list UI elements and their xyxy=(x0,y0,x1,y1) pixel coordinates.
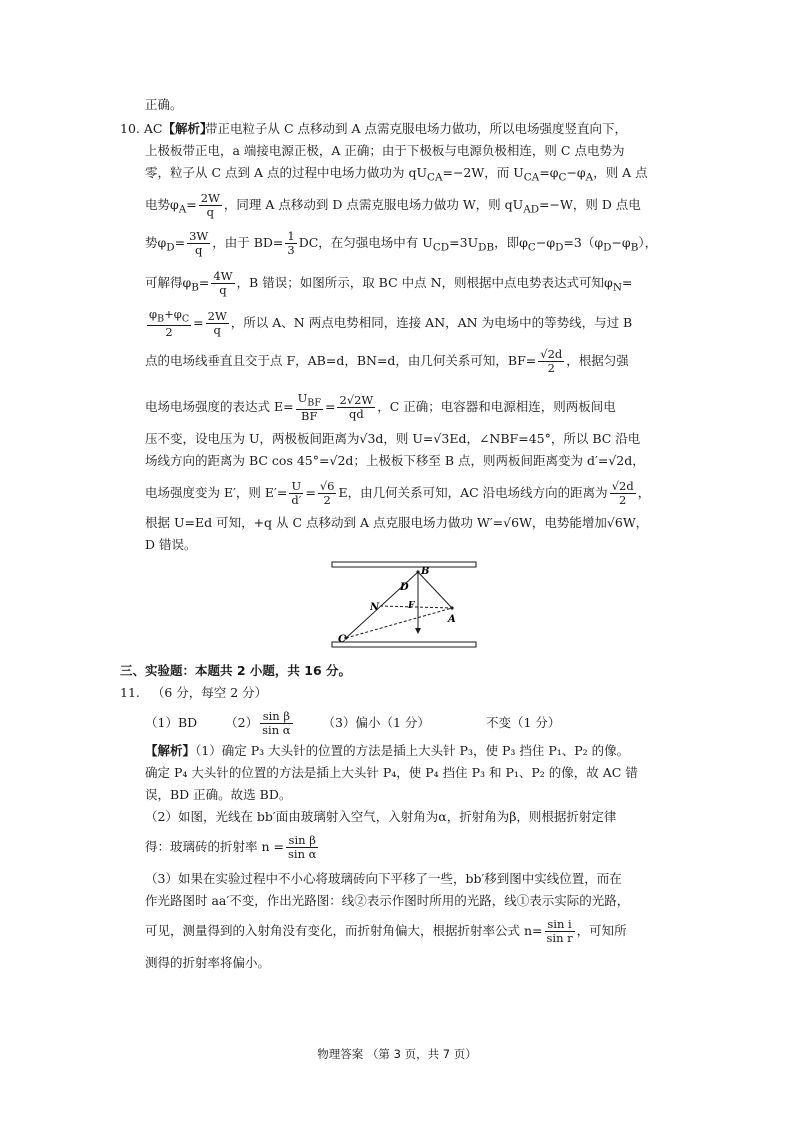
section-3-title: 三、实验题：本题共 2 小题，共 16 分。 xyxy=(120,663,352,678)
q10-line-5: 势$\varphi_D=$ $\frac{3W}{q}$ ，由于 BD= $\frac{1}{3}$ DC，在匀强电场中有 $U_{CD}=3U_{DB}$，即$\varphi_C-\varphi_D=3(\varphi_D-\varphi_B)$， xyxy=(145,229,658,257)
q10-line-9: 电场电场强度的表达式 E= $\frac{U_{BF}}{BF}$ = $\frac{2√2W}{qd}$ ，C 正确；电容器和电源相连，则两板间电 xyxy=(145,390,616,424)
question-10-number: 10. AC【解析】 xyxy=(120,121,213,136)
line-ba xyxy=(418,572,452,608)
line-na xyxy=(380,606,452,608)
q10-line-7: $\frac{\varphi_B+\varphi_C}{2}$ = $\frac{2W}{q}$ ，所以 A、N 两点电势相同，连接 AN，AN 为电场中的等势线，与过 B xyxy=(149,306,633,340)
point-b xyxy=(416,570,419,573)
q11-line-8: 可见，测量得到的入射角没有变化，而折射角偏大，根据折射率公式 n= $\frac{\text{sin i}}{\text{sin r}}$ ，可知所 xyxy=(145,917,627,945)
page-footer: 物理答案 （第 3 页，共 7 页） xyxy=(317,1047,477,1061)
lower-plate xyxy=(332,642,476,647)
q11-line-9: 测得的折射率将偏小。 xyxy=(145,955,271,970)
label-f: F xyxy=(408,601,415,611)
q10-line-4: 电势$\varphi_A=$ $\frac{2W}{q}$ ，同理 A 点移动到 D 点需克服电场力做功 W，则 $qU_{AD}=-W$，则 D 点电 xyxy=(145,191,641,219)
q10-line-12: 电场强度变为 E′，则 E′= $\frac{U}{d'}$ = $\frac{√6}{2}$ E，由几何关系可知，AC 沿电场线方向的距离为 $\frac{√2d}{2}$ ， xyxy=(145,479,651,507)
text-line: 正确。 xyxy=(145,97,183,112)
label-b: B xyxy=(421,566,430,577)
q10-line-10: 压不变，设电压为 U，两极板间距离为√3d，则 U=√3Ed，∠NBF=45°，所以 BC 沿电 xyxy=(145,431,641,446)
q10-line-6: 可解得$\varphi_B=$ $\frac{4W}{q}$ ，B 错误；如图所示，取 BC 中点 N，则根据中点电势表达式可知$\varphi_N=$ xyxy=(145,269,633,297)
point-a xyxy=(450,606,453,609)
label-c: C xyxy=(338,634,346,645)
question-11-header: 11. （6 分，每空 2 分） xyxy=(120,685,268,700)
arrow-head xyxy=(415,628,421,634)
q11-line-1: 【解析】（1）确定 P₃ 大头针的位置的方法是插上大头针 P₃，使 P₃ 挡住 P₁、P₂ 的像。 xyxy=(145,743,630,758)
label-a: A xyxy=(448,614,456,625)
q10-line-1: 带正电粒子从 C 点移动到 A 点需克服电场力做功，所以电场强度竖直向下， xyxy=(205,121,627,136)
q11-line-5: 得：玻璃砖的折射率 n = $\frac{\text{sin β}}{\text{sin α}}$ xyxy=(145,833,317,861)
q11-line-2: 确定 P₄ 大头针的位置的方法是插上大头针 P₄，使 P₄ 挡住 P₃ 和 P₁、P₂ 的像，故 AC 错 xyxy=(145,765,638,780)
q11-line-3: 误，BD 正确。故选 BD。 xyxy=(145,787,292,802)
capacitor-field-diagram xyxy=(330,558,478,654)
q11-answers: （1）BD （2） $\frac{\text{sin β}}{\text{sin α}}$ （3）偏小（1 分） 不变（1 分） xyxy=(145,709,561,737)
q10-line-11: 场线方向的距离为 BC cos 45°=√2d；上极板下移至 B 点，则两板间距离变为 d′=√2d， xyxy=(145,453,645,468)
q10-line-8: 点的电场线垂直且交于点 F，AB=d，BN=d，由几何关系可知，BF= $\frac{√2d}{2}$ ，根据匀强 xyxy=(145,347,629,375)
q10-line-14: D 错误。 xyxy=(145,537,197,552)
q11-line-6: （3）如果在实验过程中不小心将玻璃砖向下平移了一些，bb′移到图中实线位置，而在 xyxy=(145,871,622,886)
q10-line-2: 上极板带正电，a 端接电源正极，A 正确；由于下极板与电源负极相连，则 C 点电势为 xyxy=(145,143,625,158)
q11-line-7: 作光路图时 aa′不变，作出光路图：线②表示作图时所用的光路，线①表示实际的光路， xyxy=(145,893,630,908)
q11-line-4: （2）如图，光线在 bb′面由玻璃射入空气，入射角为α，折射角为β，则根据折射定律 xyxy=(145,809,617,824)
q10-line-3: 零，粒子从 C 点到 A 点的过程中电场力做功为 $qU_{CA}=-2W$，而 $U_{CA}=\varphi_C-\varphi_A$，则 A 点 xyxy=(145,165,648,184)
q10-line-13: 根据 U=Ed 可知，+q 从 C 点移动到 A 点克服电场力做功 W′=√6W，电势能增加√6W， xyxy=(145,515,649,530)
label-d: D xyxy=(400,582,409,593)
upper-plate xyxy=(332,562,476,567)
label-n: N xyxy=(370,602,380,613)
